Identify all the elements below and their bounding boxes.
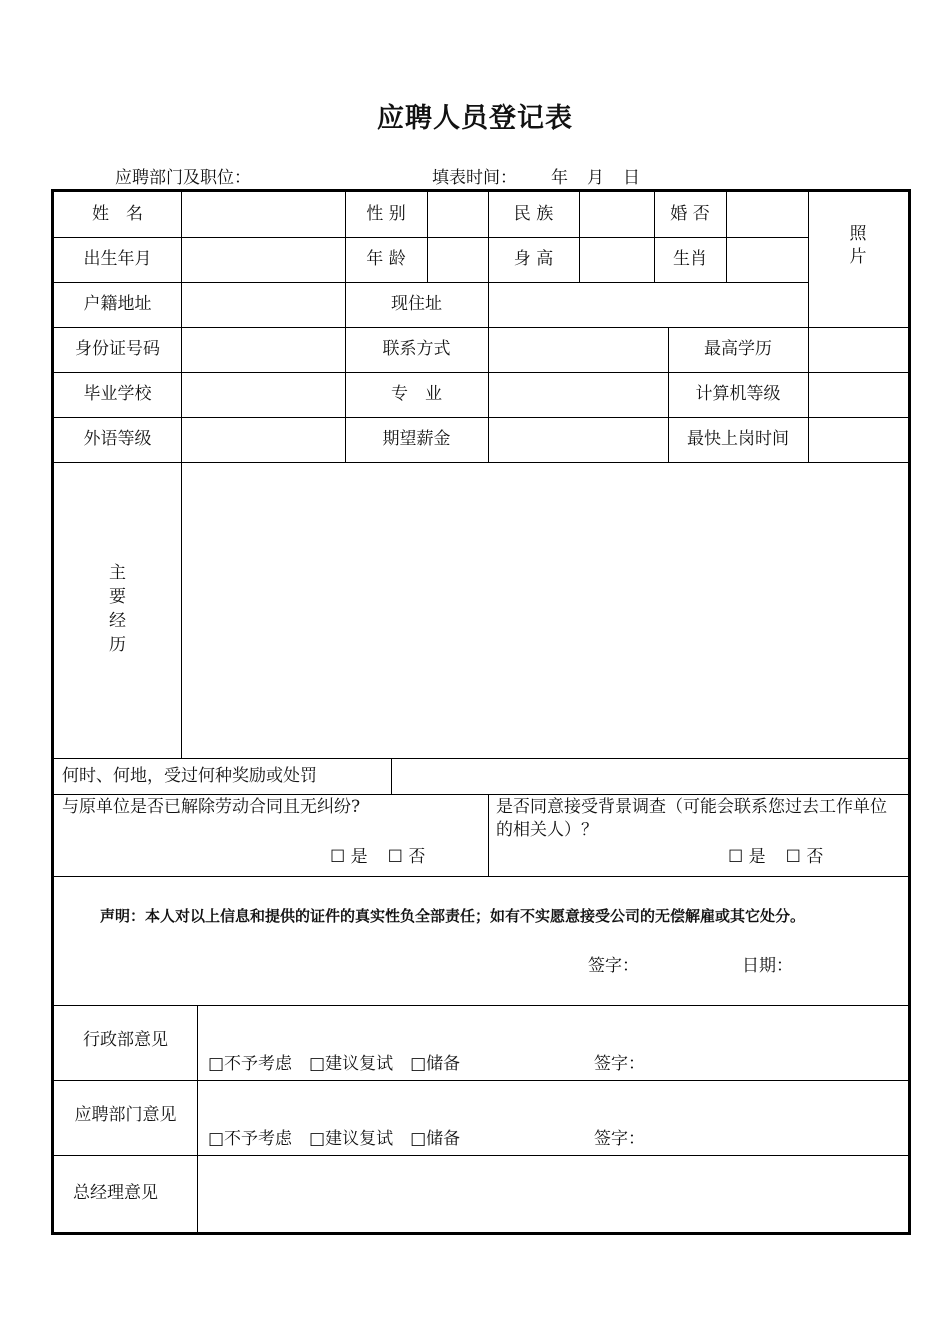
label-birth: 出生年月 xyxy=(83,249,152,270)
computer-level-field[interactable] xyxy=(808,372,908,417)
label-id-number: 身份证号码 xyxy=(75,339,160,360)
birth-field[interactable] xyxy=(181,237,345,282)
photo-label: 照片 xyxy=(849,223,867,267)
start-time-field[interactable] xyxy=(808,417,908,462)
declaration-text: 本人对以上信息和提供的证件的真实性负全部责任；如有不实愿意接受公司的无偿解雇或其它处分。 xyxy=(145,906,806,925)
background-no-checkbox[interactable]: ☐ 否 xyxy=(785,846,824,867)
background-question: 是否同意接受背景调查（可能会联系您过去工作单位的相关人）？ xyxy=(496,797,887,840)
registration-form-table xyxy=(51,189,911,1235)
label-final-opinion: 总经理意见 xyxy=(73,1183,158,1204)
experience-label-text: 主要经历 xyxy=(109,563,126,655)
height-field[interactable] xyxy=(579,237,654,282)
declaration xyxy=(100,904,908,928)
contract-options xyxy=(330,844,480,870)
form-title: 应聘人员登记表 xyxy=(377,103,573,134)
contract-question: 与原单位是否已解除劳动合同且无纠纷? xyxy=(62,797,361,817)
label-height: 身 高 xyxy=(513,249,554,270)
dept-signature-label: 签字： xyxy=(594,1128,645,1149)
photo-box[interactable] xyxy=(808,192,908,327)
label-age: 年 龄 xyxy=(366,249,406,270)
background-yes-checkbox[interactable]: ☐ 是 xyxy=(728,846,766,867)
contact-field[interactable] xyxy=(488,327,668,372)
label-zodiac: 生肖 xyxy=(673,249,707,270)
current-address-field[interactable] xyxy=(488,282,808,327)
marital-field[interactable] xyxy=(726,192,808,237)
label-hukou: 户籍地址 xyxy=(83,294,152,315)
contract-yes-checkbox[interactable]: ☐ 是 xyxy=(330,846,368,867)
label-marital: 婚 否 xyxy=(670,204,710,225)
awards-field[interactable] xyxy=(391,758,908,794)
label-computer-level: 计算机等级 xyxy=(695,384,781,405)
gender-field[interactable] xyxy=(427,192,488,237)
final-opinion-field[interactable] xyxy=(197,1155,908,1232)
id-number-field[interactable] xyxy=(181,327,345,372)
label-education: 最高学历 xyxy=(704,339,772,360)
zodiac-field[interactable] xyxy=(726,237,808,282)
label-ethnicity: 民 族 xyxy=(513,204,554,225)
label-start-time: 最快上岗时间 xyxy=(687,429,789,450)
label-dept-opinion: 应聘部门意见 xyxy=(74,1105,177,1125)
education-field[interactable] xyxy=(808,327,908,372)
label-language-level: 外语等级 xyxy=(83,429,152,450)
admin-review-options[interactable]: □不予考虑 □建议复试 □储备 xyxy=(208,1053,461,1074)
label-awards: 何时、何地，受过何种奖励或处罚 xyxy=(62,765,317,786)
fill-date-parts: 年 月 日 xyxy=(551,168,641,188)
dept-review-options[interactable]: □不予考虑 □建议复试 □储备 xyxy=(208,1128,461,1149)
school-field[interactable] xyxy=(181,372,345,417)
label-expected-salary: 期望薪金 xyxy=(382,429,451,450)
ethnicity-field[interactable] xyxy=(579,192,654,237)
label-current-address: 现住址 xyxy=(391,294,442,315)
fill-time-label: 填表时间： xyxy=(432,168,517,188)
label-school: 毕业学校 xyxy=(83,384,152,405)
dept-position-label: 应聘部门及职位： xyxy=(115,168,251,188)
expected-salary-field[interactable] xyxy=(488,417,668,462)
declaration-signature-label: 签字： xyxy=(588,955,639,976)
declaration-date-label: 日期： xyxy=(742,955,793,976)
major-field[interactable] xyxy=(488,372,668,417)
label-name: 姓 名 xyxy=(92,204,143,225)
name-field[interactable] xyxy=(181,192,345,237)
age-field[interactable] xyxy=(427,237,488,282)
declaration-lead: 声明： xyxy=(100,906,146,925)
label-experience xyxy=(54,462,181,758)
experience-field[interactable] xyxy=(181,462,908,758)
hukou-field[interactable] xyxy=(181,282,345,327)
label-gender: 性 别 xyxy=(366,204,406,225)
label-major: 专 业 xyxy=(391,384,442,405)
background-options xyxy=(728,844,898,870)
language-level-field[interactable] xyxy=(181,417,345,462)
label-admin-opinion: 行政部意见 xyxy=(83,1030,168,1050)
label-contact: 联系方式 xyxy=(382,339,451,360)
contract-no-checkbox[interactable]: ☐ 否 xyxy=(387,846,426,867)
admin-signature-label: 签字： xyxy=(594,1053,645,1074)
